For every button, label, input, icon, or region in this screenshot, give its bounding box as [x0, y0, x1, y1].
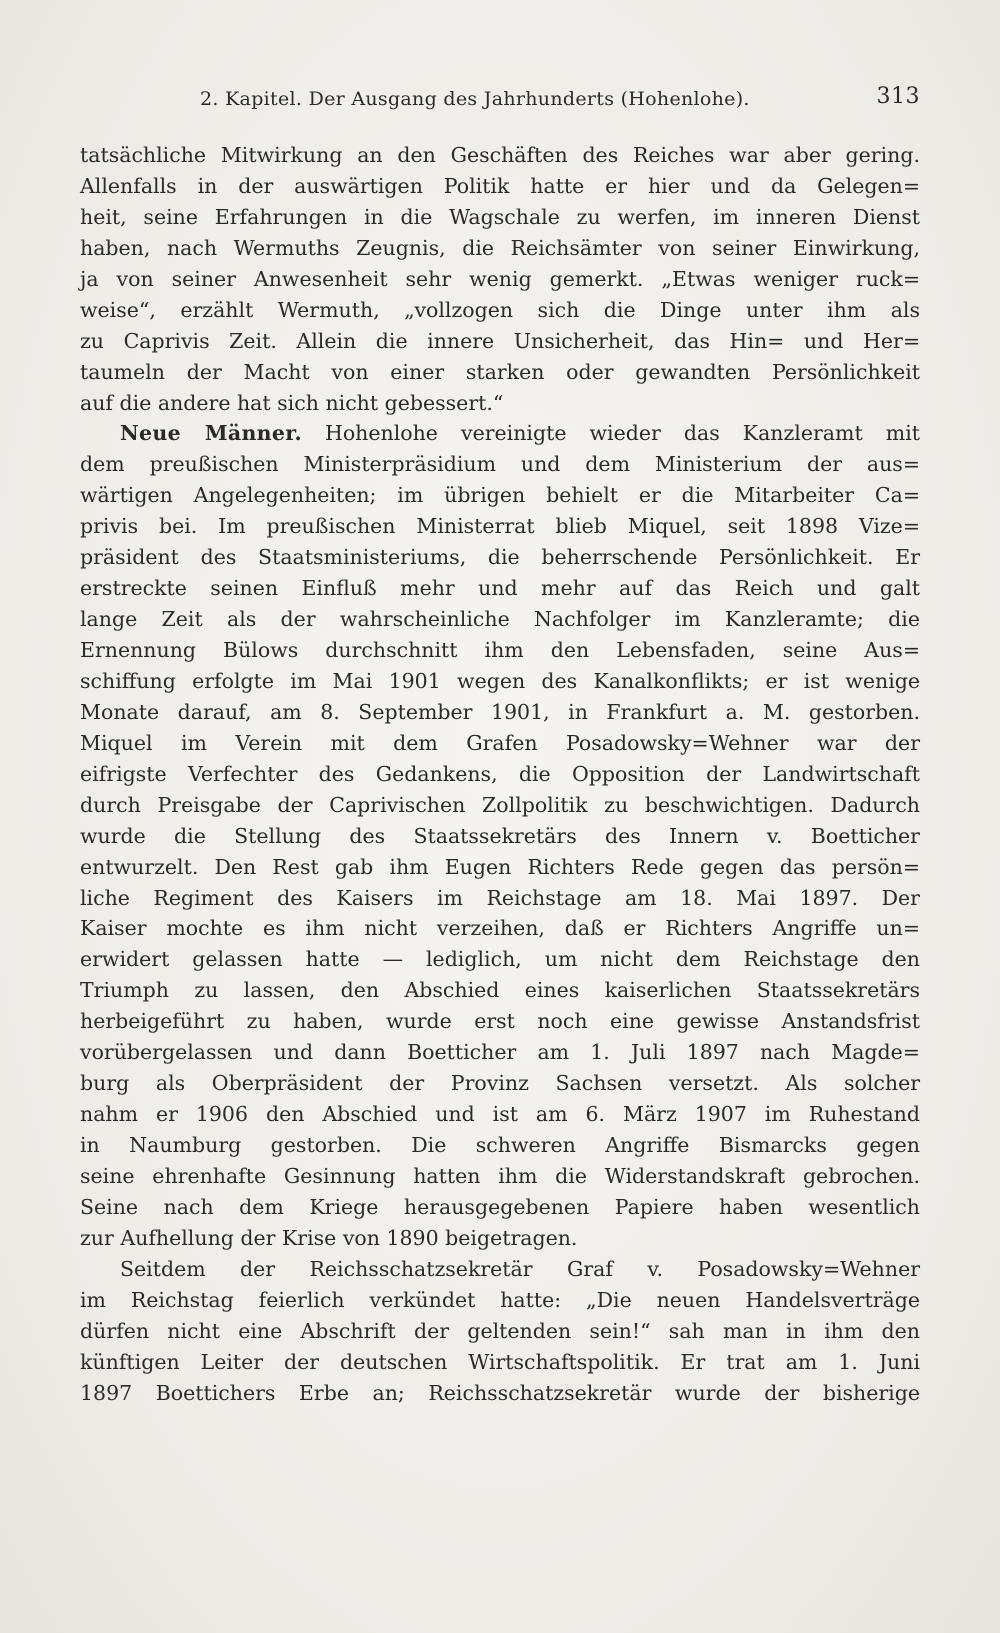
text-line: 1897 Boettichers Erbe an; Reichsschatzsekretär wurde der bisherige [80, 1380, 920, 1405]
text-line: Seitdem der Reichsschatzsekretär Graf v. Posadowsky=Wehner [120, 1256, 920, 1281]
text-line: Miquel im Verein mit dem Grafen Posadowsky=Wehner war der [80, 730, 920, 755]
text-line: Ernennung Bülows durchschnitt ihm den Lebensfaden, seine Aus= [80, 638, 920, 662]
text-line: Monate darauf, am 8. September 1901, in Frankfurt a. M. gestorben. [80, 699, 920, 724]
text-line: Seine nach dem Kriege herausgegebenen Papiere haben wesentlich [80, 1194, 920, 1219]
section-heading: Neue Männer. [120, 421, 302, 446]
text-line: privis bei. Im preußischen Ministerrat blieb Miquel, seit 1898 Vize= [80, 514, 920, 539]
text-line: erstreckte seinen Einfluß mehr und mehr auf das Reich und galt [80, 576, 920, 601]
running-head: 2. Kapitel. Der Ausgang des Jahrhunderts (Hohenlohe). [200, 88, 750, 110]
text-line: im Reichstag feierlich verkündet hatte: „Die neuen Handelsverträge [80, 1287, 920, 1312]
text-line: Kaiser mochte es ihm nicht verzeihen, daß er Richters Angriffe un= [80, 916, 920, 941]
section-first-line-text: Hohenlohe vereinigte wieder das Kanzleramt mit [324, 421, 920, 446]
text-line: vorübergelassen und dann Boetticher am 1. Juli 1897 nach Magde= [80, 1040, 920, 1065]
text-line: auf die andere hat sich nicht gebessert.“ [80, 390, 504, 415]
text-line: durch Preisgabe der Caprivischen Zollpolitik zu beschwichtigen. Dadurch [80, 792, 920, 817]
text-line: burg als Oberpräsident der Provinz Sachsen versetzt. Als solcher [80, 1071, 920, 1096]
text-line: wärtigen Angelegenheiten; im übrigen behielt er die Mitarbeiter Ca= [80, 483, 920, 508]
text-line: zur Aufhellung der Krise von 1890 beigetragen. [80, 1225, 578, 1250]
text-line: herbeigeführt zu haben, wurde erst noch eine gewisse Anstandsfrist [80, 1009, 920, 1034]
text-line: zu Caprivis Zeit. Allein die innere Unsicherheit, das Hin= und Her= [80, 328, 920, 353]
text-line: liche Regiment des Kaisers im Reichstage am 18. Mai 1897. Der [80, 885, 920, 910]
text-line: haben, nach Wermuths Zeugnis, die Reichsämter von seiner Einwirkung, [80, 235, 920, 260]
text-line: entwurzelt. Den Rest gab ihm Eugen Richters Rede gegen das persön= [80, 854, 920, 879]
text-line: dürfen nicht eine Abschrift der geltenden sein!“ sah man in ihm den [80, 1318, 920, 1343]
text-line: dem preußischen Ministerpräsidium und dem Ministerium der aus= [80, 452, 920, 477]
text-line: wurde die Stellung des Staatssekretärs des Innern v. Boetticher [80, 823, 920, 848]
text-line: erwidert gelassen hatte — lediglich, um nicht dem Reichstage den [80, 947, 920, 972]
text-line: präsident des Staatsministeriums, die beherrschende Persönlichkeit. Er [80, 545, 920, 570]
text-line: seine ehrenhafte Gesinnung hatten ihm die Widerstandskraft gebrochen. [80, 1163, 920, 1188]
text-line: Triumph zu lassen, den Abschied eines kaiserlichen Staatssekretärs [80, 978, 920, 1003]
text-line: taumeln der Macht von einer starken oder gewandten Persönlichkeit [80, 359, 920, 384]
page-number: 313 [876, 84, 920, 109]
text-line: eifrigste Verfechter des Gedankens, die Opposition der Landwirtschaft [80, 761, 920, 786]
text-line: ja von seiner Anwesenheit sehr wenig gemerkt. „Etwas weniger ruck= [80, 266, 920, 291]
section-first-line [80, 418, 920, 449]
body-text [80, 140, 920, 1408]
text-line: tatsächliche Mitwirkung an den Geschäften des Reiches war aber gering. [80, 143, 920, 167]
text-line: in Naumburg gestorben. Die schweren Angriffe Bismarcks gegen [80, 1133, 920, 1157]
text-line: weise“, erzählt Wermuth, „vollzogen sich die Dinge unter ihm als [80, 297, 920, 322]
text-line: künftigen Leiter der deutschen Wirtschaftspolitik. Er trat am 1. Juni [80, 1349, 920, 1374]
text-line: nahm er 1906 den Abschied und ist am 6. März 1907 im Ruhestand [80, 1102, 920, 1127]
text-line: Allenfalls in der auswärtigen Politik hatte er hier und da Gelegen= [80, 173, 920, 198]
page-header [80, 84, 920, 120]
text-line: heit, seine Erfahrungen in die Wagschale zu werfen, im inneren Dienst [80, 204, 920, 229]
text-line: schiffung erfolgte im Mai 1901 wegen des Kanalkonflikts; er ist wenige [80, 668, 920, 693]
text-line: lange Zeit als der wahrscheinliche Nachfolger im Kanzleramte; die [80, 607, 920, 632]
